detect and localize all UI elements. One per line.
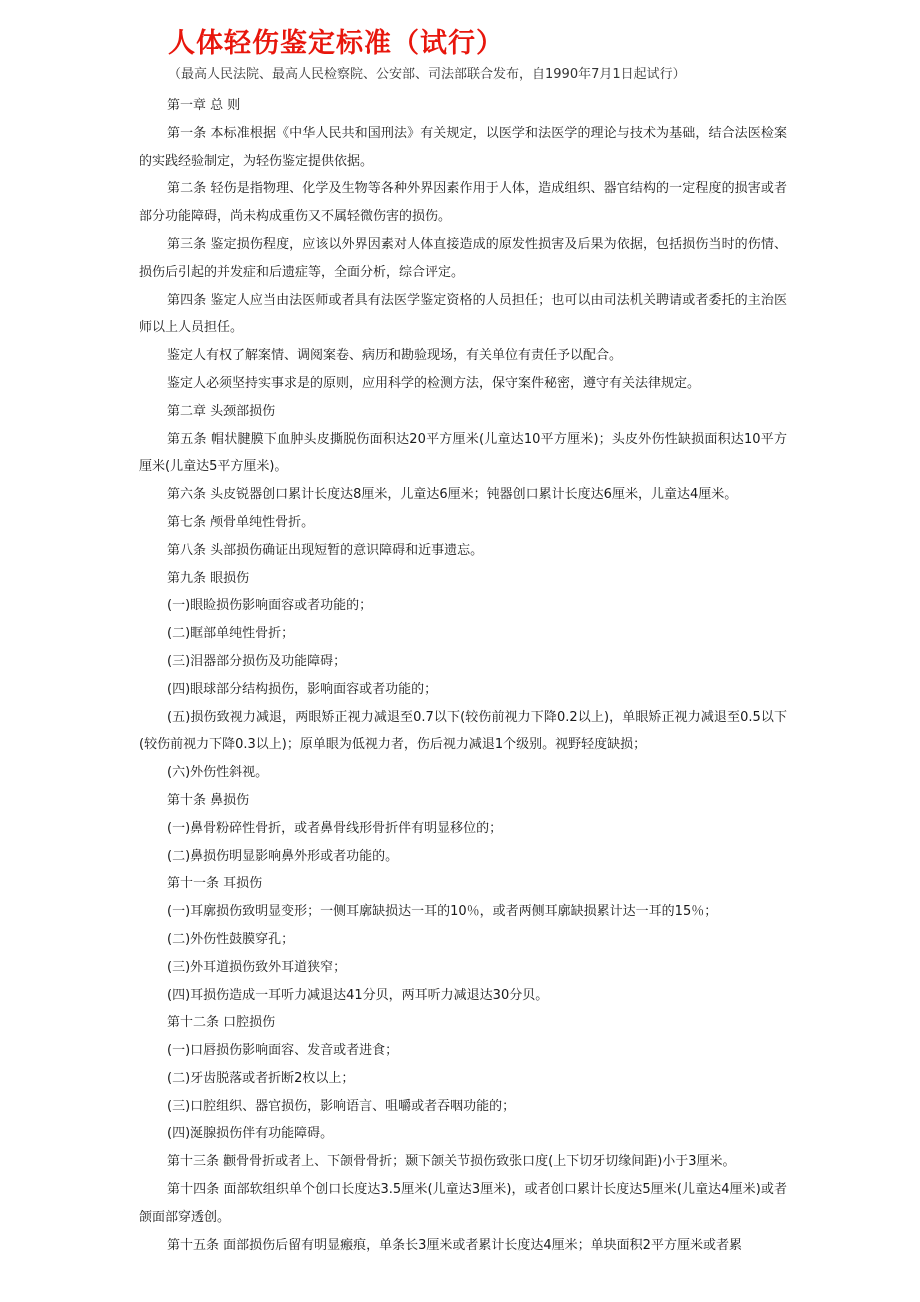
paragraph: (二)外伤性鼓膜穿孔； <box>167 931 295 947</box>
paragraph: 第五条 帽状腱膜下血肿头皮撕脱伤面积达20平方厘米(儿童达10平方厘米)；头皮外伤性缺损面积达10平方厘米(儿童达5平方厘米)。 <box>139 431 787 475</box>
document-title: 人体轻伤鉴定标准（试行） <box>168 28 504 59</box>
paragraph: (二)鼻损伤明显影响鼻外形或者功能的。 <box>167 848 399 864</box>
paragraph: 第八条 头部损伤确证出现短暂的意识障碍和近事遗忘。 <box>167 542 484 558</box>
paragraph: (四)耳损伤造成一耳听力减退达41分贝，两耳听力减退达30分贝。 <box>167 987 549 1003</box>
paragraph: (二)牙齿脱落或者折断2枚以上； <box>167 1070 355 1086</box>
paragraph: (三)外耳道损伤致外耳道狭窄； <box>167 959 347 975</box>
paragraph: 第十二条 口腔损伤 <box>167 1015 276 1031</box>
paragraph: (三)泪器部分损伤及功能障碍； <box>167 653 347 669</box>
paragraph: 第六条 头皮锐器创口累计长度达8厘米，儿童达6厘米；钝器创口累计长度达6厘米，儿童达4厘米。 <box>167 487 738 503</box>
paragraph: 第十一条 耳损伤 <box>167 876 263 892</box>
paragraph: 第四条 鉴定人应当由法医师或者具有法医学鉴定资格的人员担任；也可以由司法机关聘请或者委托的主治医师以上人员担任。 <box>139 292 787 336</box>
paragraph: 第一条 本标准根据《中华人民共和国刑法》有关规定，以医学和法医学的理论与技术为基础，结合法医检案的实践经验制定，为轻伤鉴定提供依据。 <box>139 125 787 169</box>
paragraph: 第二条 轻伤是指物理、化学及生物等各种外界因素作用于人体，造成组织、器官结构的一定程度的损害或者部分功能障碍，尚未构成重伤又不属轻微伤害的损伤。 <box>139 181 787 225</box>
paragraph: 第十四条 面部软组织单个创口长度达3.5厘米(儿童达3厘米)，或者创口累计长度达5厘米(儿童达4厘米)或者颌面部穿透创。 <box>139 1182 787 1225</box>
document-page <box>139 26 787 1259</box>
paragraph: (五)损伤致视力减退，两眼矫正视力减退至0.7以下(较伤前视力下降0.2以上)，单眼矫正视力减退至0.5以下(较伤前视力下降0.3以上)；原单眼为低视力者，伤后视力减退1个级别。视野轻度缺损； <box>139 709 787 753</box>
paragraph: 第十三条 颧骨骨折或者上、下颌骨骨折；颞下颌关节损伤致张口度(上下切牙切缘间距)小于3厘米。 <box>167 1154 736 1170</box>
paragraph: 第七条 颅骨单纯性骨折。 <box>167 514 315 530</box>
paragraph: (三)口腔组织、器官损伤，影响语言、咀嚼或者吞咽功能的； <box>167 1098 516 1114</box>
document-subtitle: （最高人民法院、最高人民检察院、公安部、司法部联合发布，自1990年7月1日起试行） <box>168 67 686 82</box>
paragraph: 鉴定人有权了解案情、调阅案卷、病历和勘验现场，有关单位有责任予以配合。 <box>167 348 623 364</box>
paragraph: 第九条 眼损伤 <box>167 570 250 586</box>
paragraph: (四)眼球部分结构损伤，影响面容或者功能的； <box>167 681 438 697</box>
paragraph: 第一章 总 则 <box>167 98 241 113</box>
paragraph: 第三条 鉴定损伤程度，应该以外界因素对人体直接造成的原发性损害及后果为依据，包括损伤当时的伤情、损伤后引起的并发症和后遗症等，全面分析，综合评定。 <box>139 236 787 280</box>
paragraph: 鉴定人必须坚持实事求是的原则，应用科学的检测方法，保守案件秘密，遵守有关法律规定。 <box>167 375 701 391</box>
paragraph: (一)鼻骨粉碎性骨折，或者鼻骨线形骨折伴有明显移位的； <box>167 820 503 836</box>
paragraph: (一)口唇损伤影响面容、发音或者进食； <box>167 1043 399 1059</box>
document-body <box>139 92 787 1259</box>
paragraph: (一)耳廓损伤致明显变形；一侧耳廓缺损达一耳的10％，或者两侧耳廓缺损累计达一耳的15％； <box>167 904 718 920</box>
paragraph: (二)眶部单纯性骨折； <box>167 626 295 642</box>
paragraph: 第十条 鼻损伤 <box>167 792 250 808</box>
paragraph: 第十五条 面部损伤后留有明显瘢痕，单条长3厘米或者累计长度达4厘米；单块面积2平方厘米或者累 <box>167 1237 742 1253</box>
paragraph: (一)眼睑损伤影响面容或者功能的； <box>167 598 373 614</box>
paragraph: 第二章 头颈部损伤 <box>167 403 276 419</box>
paragraph: (四)涎腺损伤伴有功能障碍。 <box>167 1126 334 1142</box>
paragraph: (六)外伤性斜视。 <box>167 765 269 781</box>
